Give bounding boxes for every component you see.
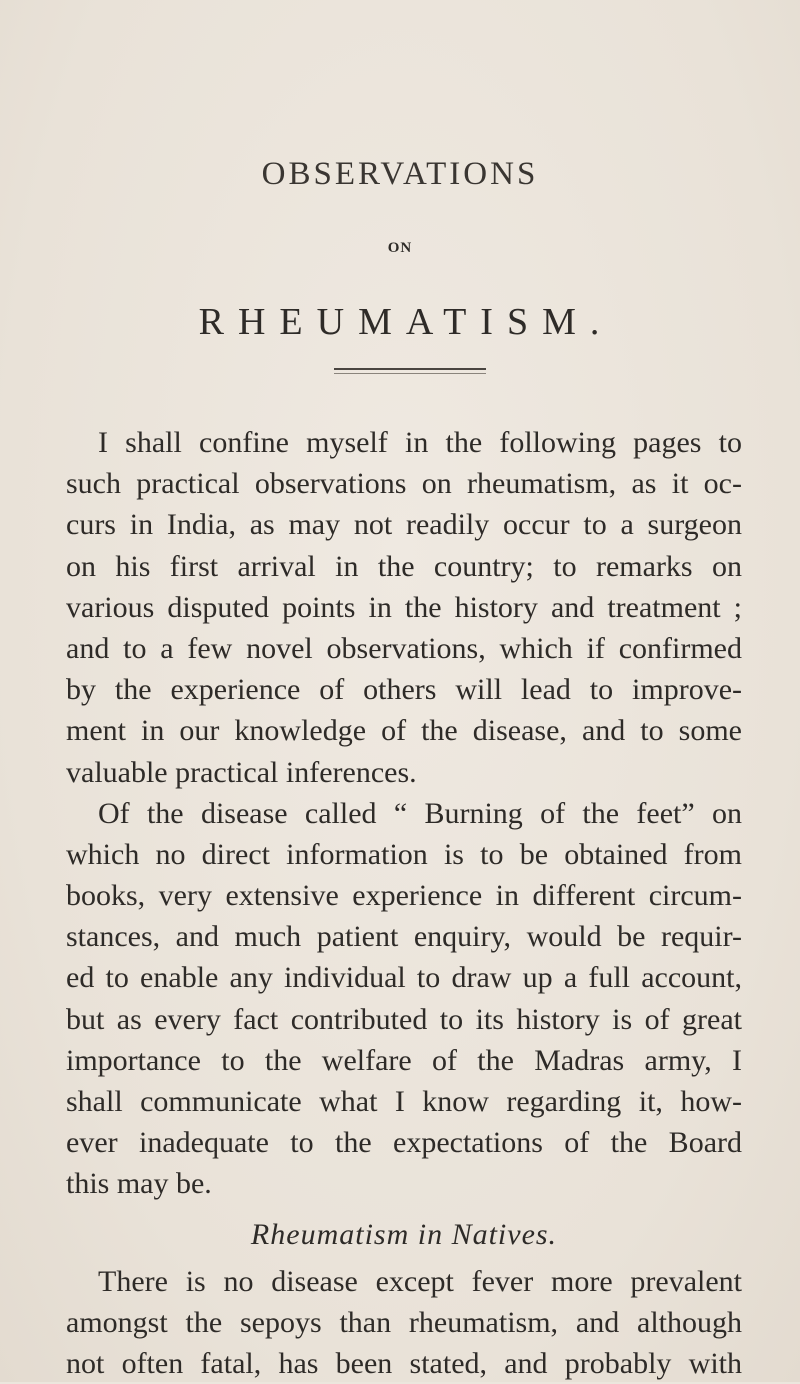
title-rule-thin [334, 373, 486, 374]
text-line: curs in India, as may not readily occur to a surgeon [66, 508, 742, 542]
text-line: ed to enable any individual to draw up a full account, [66, 961, 742, 995]
text-line: various disputed points in the history and treatment ; [66, 590, 742, 624]
body-text [66, 422, 742, 1384]
text-line: importance to the welfare of the Madras army, I [66, 1043, 742, 1077]
text-line: stances, and much patient enquiry, would be requir- [66, 920, 742, 954]
text-line: There is no disease except fever more prevalent [98, 1264, 742, 1298]
paragraph-1 [66, 422, 742, 793]
text-line: not often fatal, has been stated, and probably with [66, 1346, 742, 1380]
text-line: shall communicate what I know regarding it, how- [66, 1085, 742, 1118]
text-line: by the experience of others will lead to improve- [66, 673, 742, 707]
text-line: ever inadequate to the expectations of the Board [66, 1126, 742, 1160]
text-line: and to a few novel observations, which if confirmed [66, 631, 742, 665]
section-heading: Rheumatism in Natives. [250, 1217, 558, 1251]
page-title: OBSERVATIONS [261, 156, 539, 192]
text-line: such practical observations on rheumatism, as it oc- [66, 467, 742, 501]
text-line: but as every fact contributed to its history is of great [66, 1002, 742, 1036]
text-line: books, very extensive experience in different circum- [66, 879, 742, 913]
paragraph-3 [66, 1261, 742, 1384]
text-line: amongst the sepoys than rheumatism, and although [66, 1305, 742, 1339]
text-line: which no direct information is to be obtained from [66, 837, 742, 871]
text-line: Of the disease called “ Burning of the feet” on [98, 796, 742, 830]
text-line: valuable practical inferences. [66, 755, 417, 789]
paragraph-2 [66, 793, 742, 1205]
text-line: I shall confine myself in the following pages to [98, 426, 742, 459]
text-line: ment in our knowledge of the disease, and to some [66, 714, 742, 748]
title-connector: ON [387, 240, 413, 256]
title-rule [334, 368, 486, 370]
text-line: this may be. [66, 1167, 212, 1201]
text-line: on his first arrival in the country; to remarks on [66, 549, 742, 583]
page-subject: RHEUMATISM. [198, 301, 614, 343]
